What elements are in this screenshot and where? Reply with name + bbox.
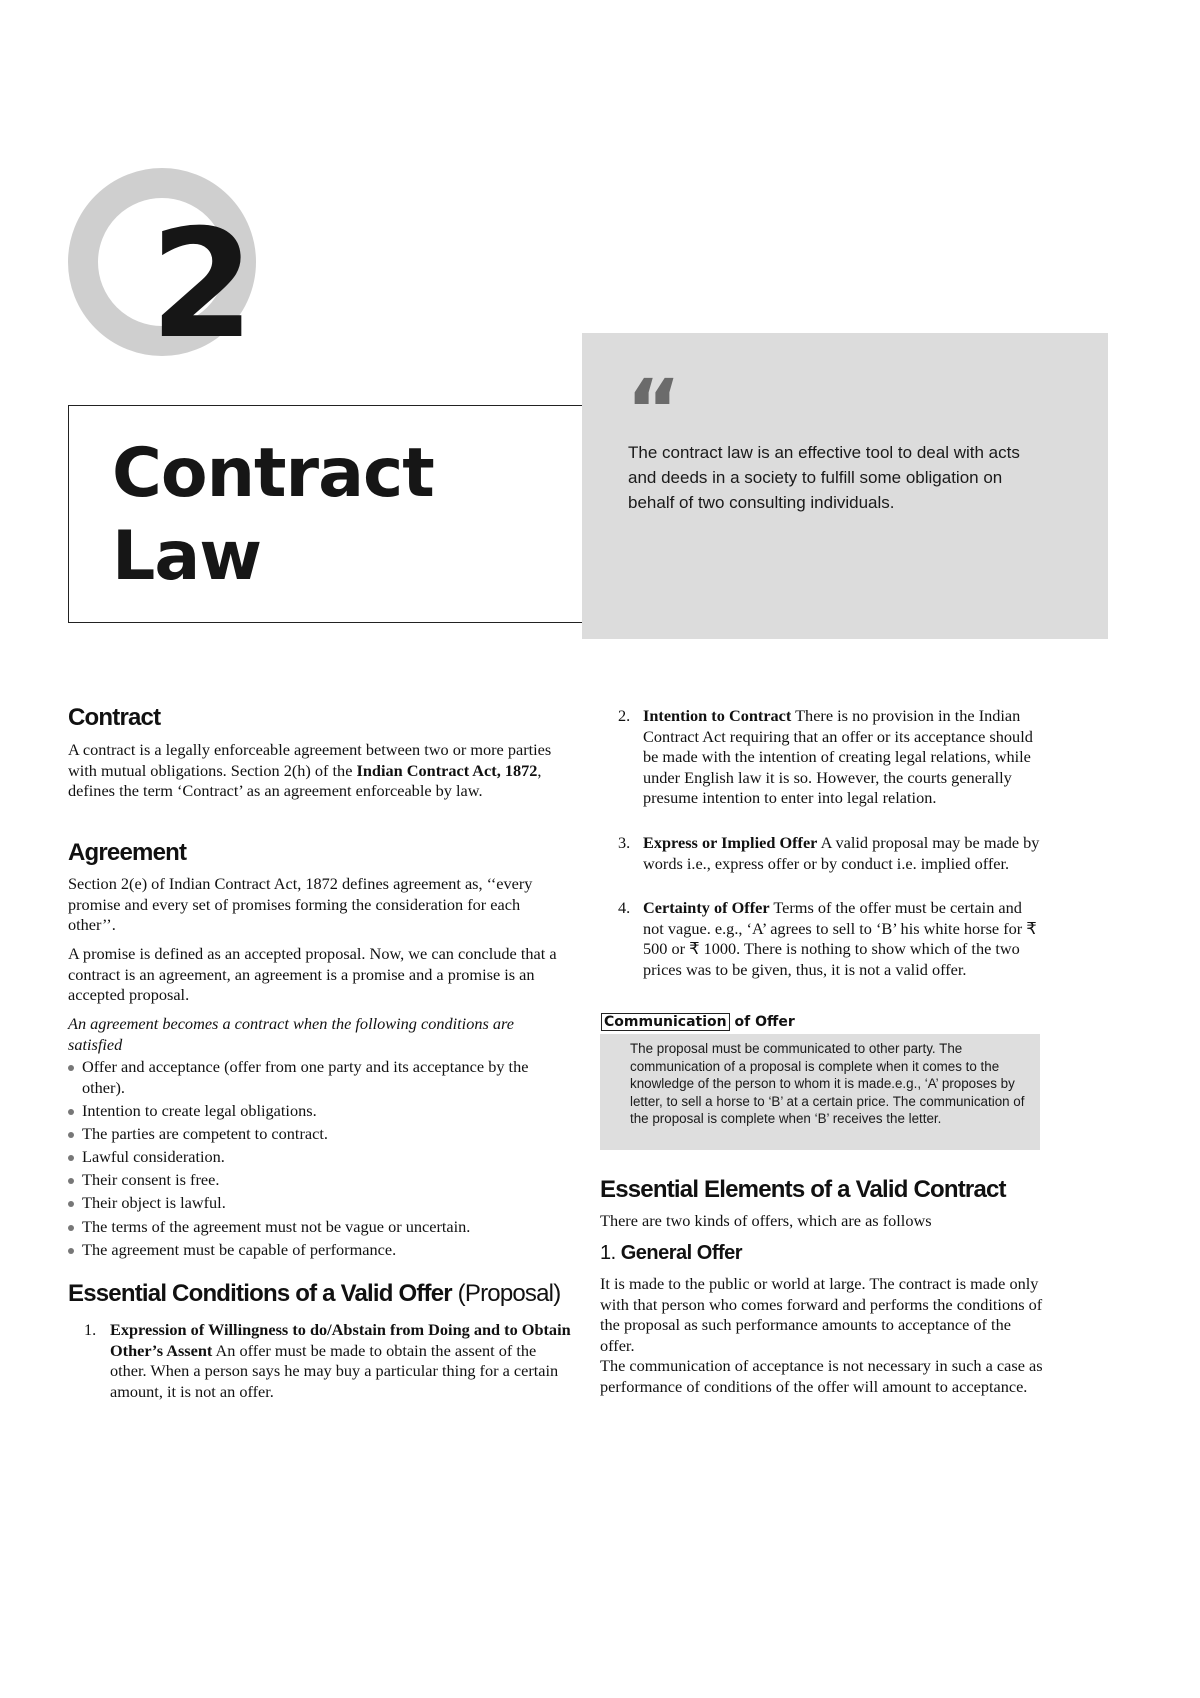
contract-heading: Contract <box>68 704 161 731</box>
agreement-promise-paragraph: A promise is defined as an accepted proposal. Now, we can conclude that a contract is an agreement, an agreement is a promise and a promise is an accepted proposal. <box>68 944 557 1004</box>
offer-condition-number: 3. <box>618 833 631 852</box>
general-offer-acceptance-paragraph: The communication of acceptance is not necessary in such a case as performance of conditions of the offer will amount to acceptance. <box>600 1356 1043 1396</box>
communication-heading-boxed: Communication <box>601 1013 730 1031</box>
chapter-number: 2 <box>150 198 255 372</box>
communication-heading-rest: of Offer <box>729 1014 795 1030</box>
chapter-title-line2: Law <box>112 517 262 596</box>
offer-condition-number: 1. <box>84 1320 97 1339</box>
essential-elements-intro: There are two kinds of offers, which are as follows <box>600 1211 932 1230</box>
valid-offer-heading-suffix: (Proposal) <box>451 1280 561 1307</box>
general-offer-title: General Offer <box>620 1242 743 1264</box>
contract-paragraph <box>68 740 576 802</box>
communication-heading <box>601 1014 795 1030</box>
offer-condition-number: 4. <box>618 898 631 917</box>
list-item: Their consent is free. <box>66 1170 566 1191</box>
offer-condition-body <box>643 898 1041 980</box>
offer-condition-text: Terms of the offer must be certain and not vague. e.g., ‘A’ agrees to sell to ‘B’ his white horse for ₹ 500 or ₹ 1000. There is nothing to show which of the two prices was to be given, thus, it is not a valid offer. <box>643 898 1037 979</box>
chapter-title-line1: Contract <box>112 434 434 513</box>
agreement-conditions-list <box>66 1057 566 1263</box>
list-item: The agreement must be capable of performance. <box>66 1240 566 1261</box>
general-offer-heading <box>600 1242 742 1265</box>
offer-condition-body <box>643 833 1041 874</box>
offer-condition-text: A valid proposal may be made by words i.e., express offer or by conduct i.e. implied offer. <box>643 833 1040 873</box>
contract-act-name: Indian Contract Act, 1872 <box>356 760 538 780</box>
offer-condition-title: Expression of Willingness to do/Abstain from Doing and to Obtain Other’s Assent <box>110 1320 571 1360</box>
offer-condition-body <box>643 706 1041 809</box>
communication-text: The proposal must be communicated to other party. The communication of a proposal is complete when it comes to the knowledge of the person to whom it is made.e.g., ‘A’ proposes by letter, to sell a horse to ‘B’ at a certain price. The communication of the proposal is complete when ‘B’ receives the letter. <box>630 1041 1025 1126</box>
contract-text-before: A contract is a legally enforceable agreement between two or more parties with mutual obligations. Section 2(h) of the <box>68 740 552 780</box>
valid-offer-heading-bold: Essential Conditions of a Valid Offer <box>68 1280 452 1307</box>
quote-text: The contract law is an effective tool to deal with acts and deeds in a society to fulfill some obligation on behalf of two consulting individuals. <box>628 443 1020 512</box>
list-item: Lawful consideration. <box>66 1147 566 1168</box>
general-offer-paragraph: It is made to the public or world at large. The contract is made only with that person who comes forward and performs the conditions of the proposal as such performance amounts to acceptance of the offer. <box>600 1274 1043 1355</box>
agreement-heading: Agreement <box>68 839 187 866</box>
list-item: Offer and acceptance (offer from one party and its acceptance by the other). <box>66 1057 566 1098</box>
offer-condition-text: There is no provision in the Indian Contract Act requiring that an offer or its acceptance should be made with the intention of creating legal relations, while under English law it is so. However, the courts generally presume intention to enter into legal relation. <box>643 706 1033 807</box>
list-item: The parties are competent to contract. <box>66 1124 566 1145</box>
list-item: The terms of the agreement must not be vague or uncertain. <box>66 1217 566 1238</box>
offer-condition-title: Certainty of Offer <box>643 898 770 917</box>
offer-condition-title: Intention to Contract <box>643 706 792 725</box>
agreement-definition: Section 2(e) of Indian Contract Act, 1872 defines agreement as, ‘‘every promise and every set of promises forming the consideration for each other’’. <box>68 874 533 934</box>
contract-text-after: , defines the term ‘Contract’ as an agreement enforceable by law. <box>68 760 542 800</box>
agreement-conditions-intro: An agreement becomes a contract when the following conditions are satisfied <box>68 1014 514 1054</box>
offer-condition-title: Express or Implied Offer <box>643 833 818 852</box>
essential-elements-heading: Essential Elements of a Valid Contract <box>600 1176 1006 1203</box>
offer-condition-text: An offer must be made to obtain the assent of the other. When a person says he may buy a particular thing for a certain amount, it is not an offer. <box>110 1340 559 1401</box>
list-item: Their object is lawful. <box>66 1193 566 1214</box>
offer-condition-body <box>110 1320 576 1402</box>
offer-condition-number: 2. <box>618 706 631 725</box>
general-offer-number: 1. <box>600 1242 616 1264</box>
quote-mark-icon: “ <box>626 361 682 459</box>
valid-offer-heading <box>68 1280 560 1308</box>
list-item: Intention to create legal obligations. <box>66 1101 566 1122</box>
